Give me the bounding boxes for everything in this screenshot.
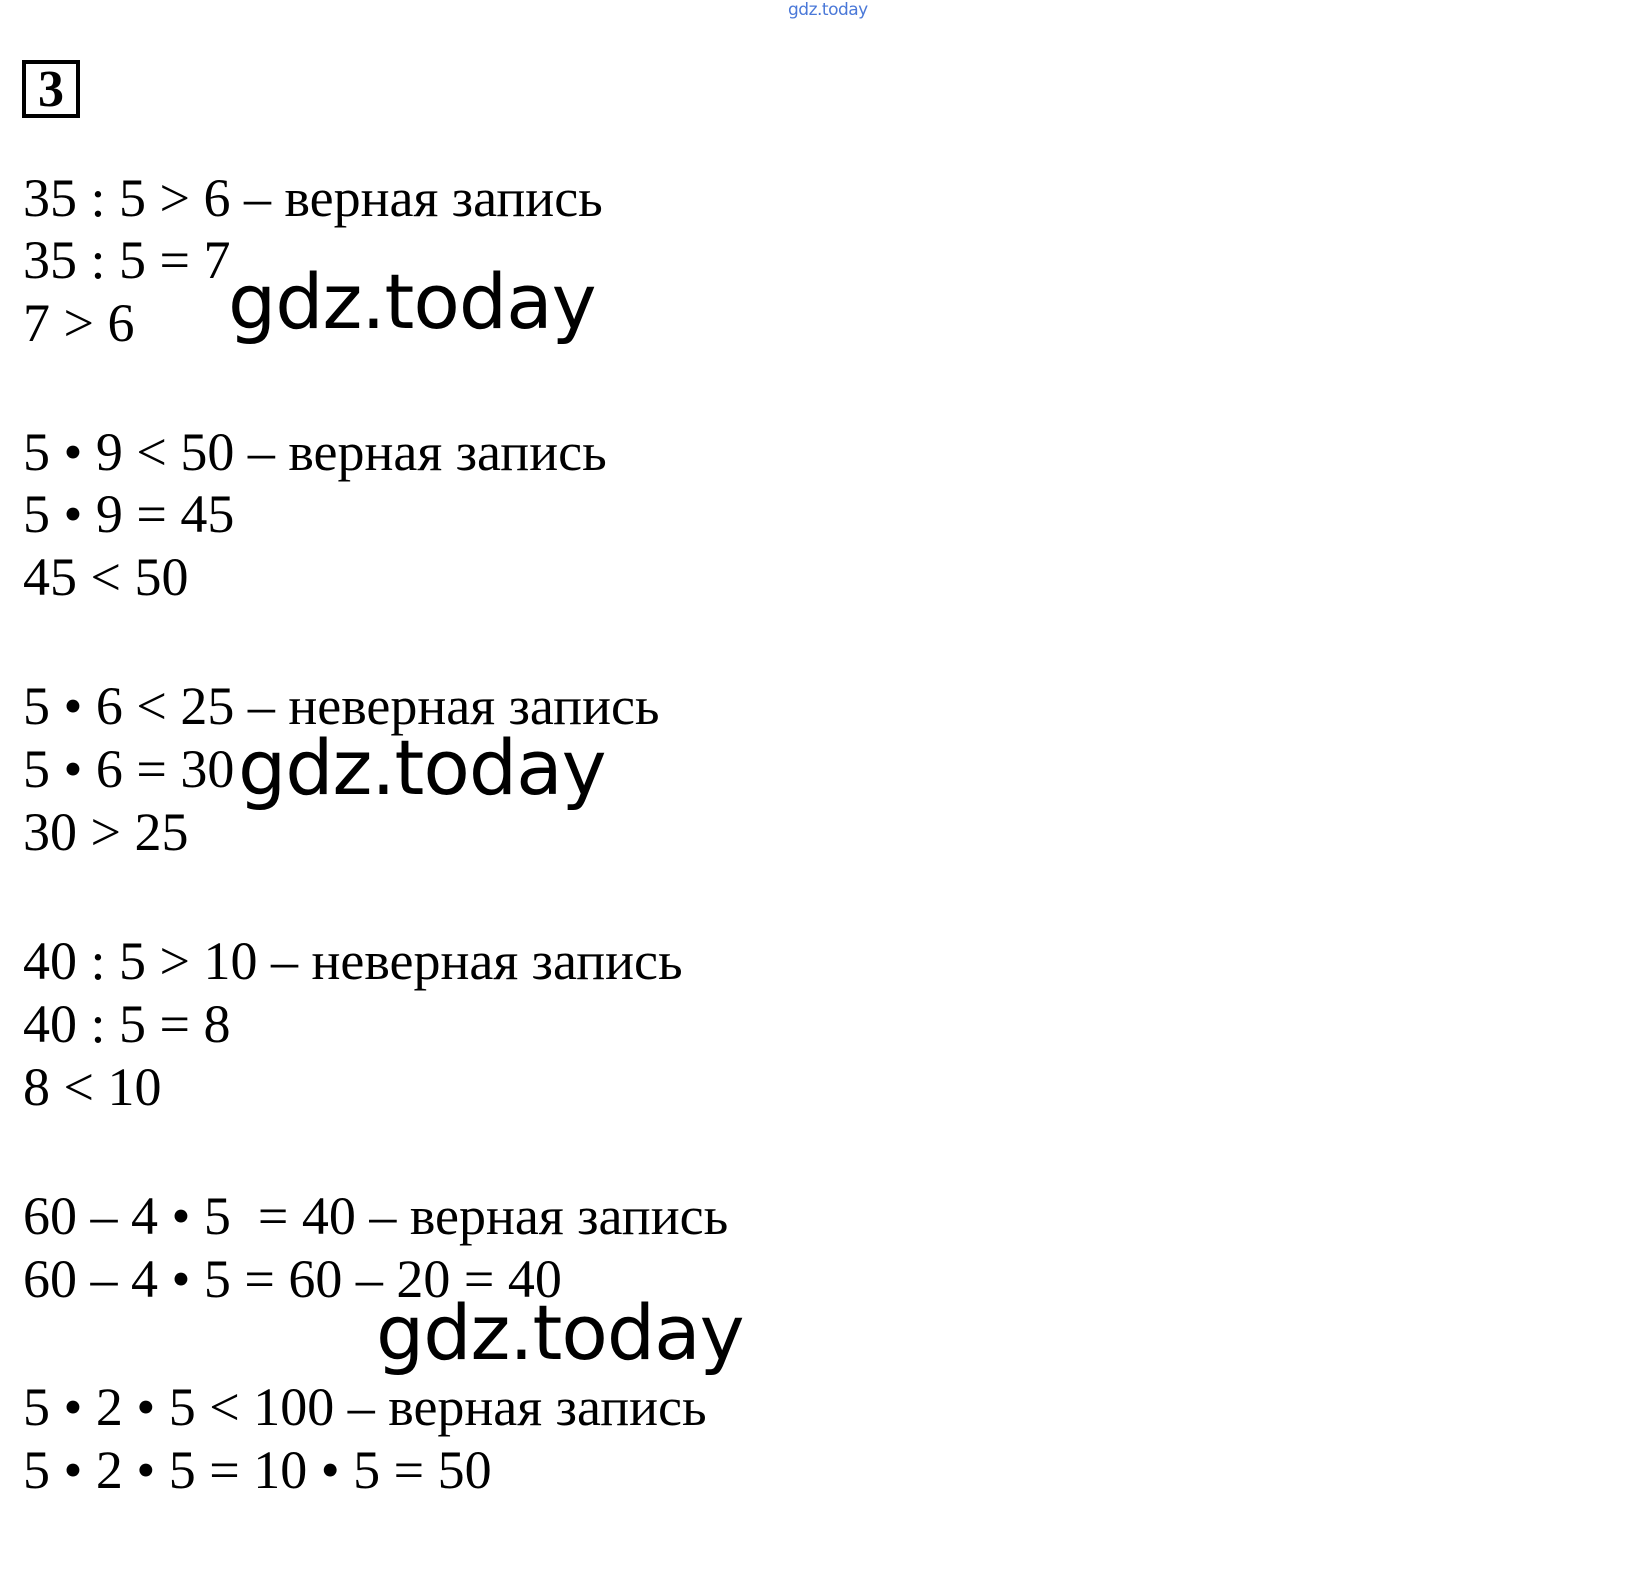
expression-line: 40 : 5 = 8 <box>23 994 231 1054</box>
expression-line: 60 – 4 • 5 = 40 – верная запись <box>23 1186 729 1246</box>
watermark-text: gdz.today <box>228 257 596 346</box>
expression-line: 5 • 2 • 5 = 10 • 5 = 50 <box>23 1440 492 1500</box>
expression-line: 45 < 50 <box>23 547 189 607</box>
expression-line: 5 • 6 < 25 – неверная запись <box>23 676 660 736</box>
expression-line: 5 • 9 = 45 <box>23 484 235 544</box>
expression-line: 40 : 5 > 10 – неверная запись <box>23 931 683 991</box>
watermark-text: gdz.today <box>238 723 606 812</box>
expression-line: 35 : 5 > 6 – верная запись <box>23 168 603 228</box>
expression-line: 5 • 2 • 5 < 100 – верная запись <box>23 1377 707 1437</box>
expression-line: 30 > 25 <box>23 802 189 862</box>
expression-line: 5 • 6 = 30 <box>23 739 235 799</box>
expression-line: 7 > 6 <box>23 293 135 353</box>
expression-line: 35 : 5 = 7 <box>23 230 231 290</box>
expression-line: 8 < 10 <box>23 1057 162 1117</box>
expression-line: 60 – 4 • 5 = 60 – 20 = 40 <box>23 1249 562 1309</box>
top-watermark: gdz.today <box>788 0 868 20</box>
watermark-text: gdz.today <box>376 1288 744 1377</box>
task-number-box: 3 <box>22 60 80 118</box>
expression-line: 5 • 9 < 50 – верная запись <box>23 422 607 482</box>
